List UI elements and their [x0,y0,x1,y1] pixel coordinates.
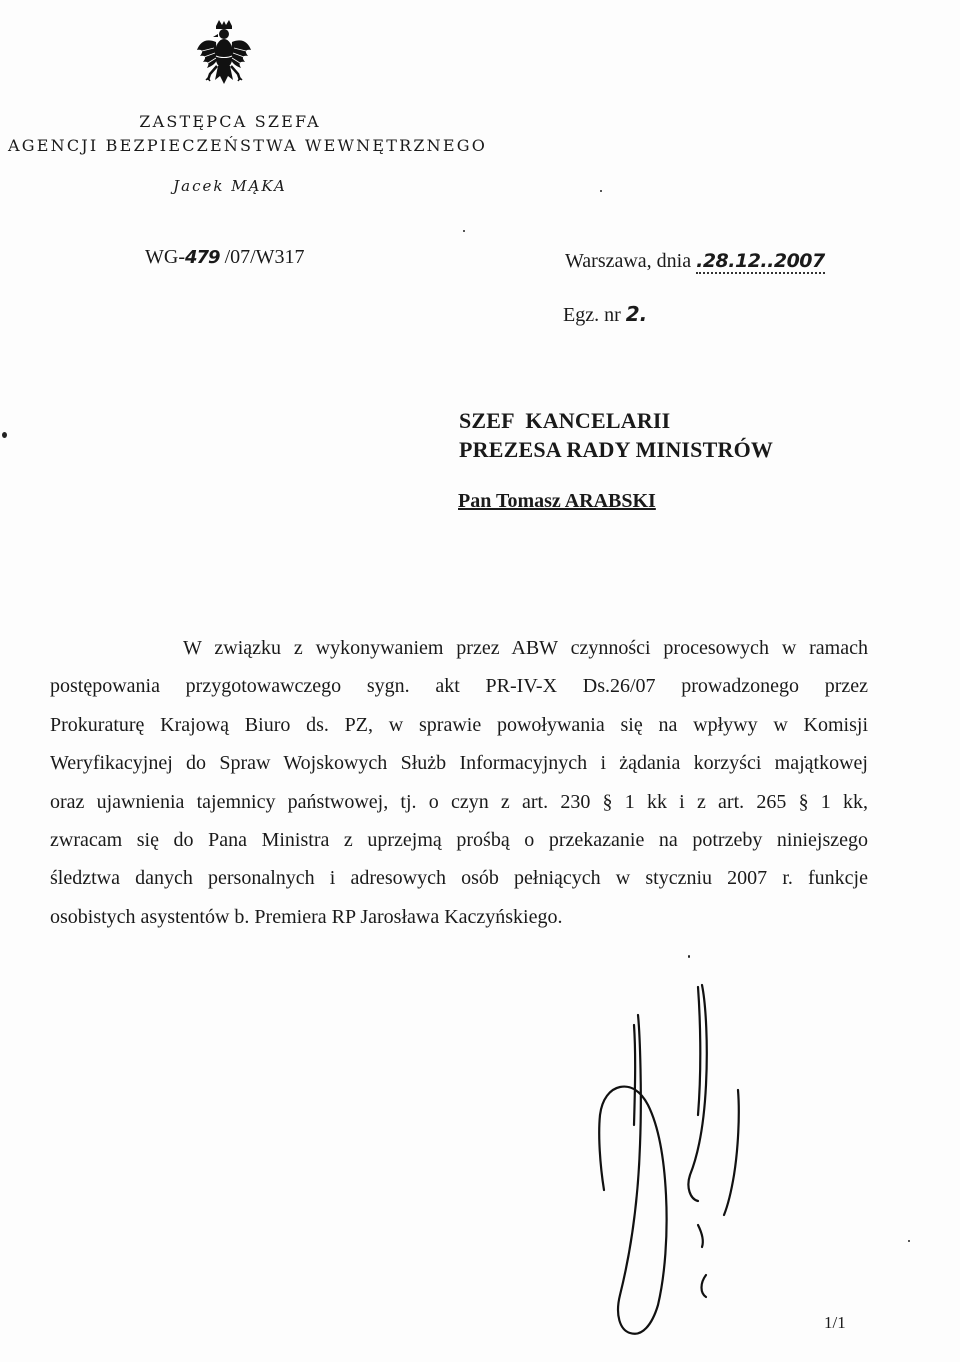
body-line: zwracam się do Pana Ministra z uprzejmą prośbą o przekazanie na potrzeby niniejszego [50,829,868,852]
body-line: śledztwa danych personalnych i adresowych osób pełniących w styczniu 2007 r. funkcje [50,867,868,890]
document-date [565,250,825,273]
issuer-title-line2: AGENCJI BEZPIECZEŃSTWA WEWNĘTRZNEGO [8,136,488,155]
body-line: Prokuraturę Krajową Biuro ds. PZ, w sprawie powoływania się na wpływy w Komisji [50,713,868,736]
body-line: oraz ujawnienia tajemnicy państwowej, tj. o czyn z art. 230 § 1 kk i z art. 265 § 1 kk, [50,790,868,813]
polish-eagle-emblem-icon [196,20,252,88]
issuer-official-name: Jacek MĄKA [173,177,287,195]
addressee-line2: PREZESA RADY MINISTRÓW [459,437,774,462]
date-label: Warszawa, dnia [565,250,697,272]
page-number: 1/1 [824,1313,846,1332]
addressee-block [459,406,773,464]
reference-suffix: /07/W317 [219,246,305,268]
scan-speck [2,432,7,438]
date-handwritten-value: .28.12..2007 [696,250,825,272]
addressee-name: Pan Tomasz ARABSKI [458,490,656,512]
copy-number [563,302,647,327]
copy-handwritten-value: 2. [625,302,648,326]
addressee-line1: SZEF KANCELARII [459,408,671,433]
reference-handwritten-number: 479 [184,247,220,268]
scan-speck [908,1240,910,1242]
letter-body [50,629,868,936]
body-line: osobistych asystentów b. Premiera RP Jarosława Kaczyńskiego. [50,905,563,928]
body-line: postępowania przygotowawczego sygn. akt PR-IV-X Ds.26/07 prowadzonego przez [50,675,868,698]
handwritten-signature-icon [590,975,760,1355]
body-line: Weryfikacyjnej do Spraw Wojskowych Służb Informacyjnych i żądania korzyści majątkowej [50,752,868,775]
issuer-title-line1: ZASTĘPCA SZEFA [139,112,321,131]
scan-speck [688,955,690,958]
scan-speck [600,190,602,192]
scan-speck [463,230,465,232]
body-line: W związku z wykonywaniem przez ABW czynności procesowych w ramach [183,637,868,659]
copy-label: Egz. nr [563,304,626,326]
reference-prefix: WG- [145,246,185,268]
reference-number [145,246,305,269]
